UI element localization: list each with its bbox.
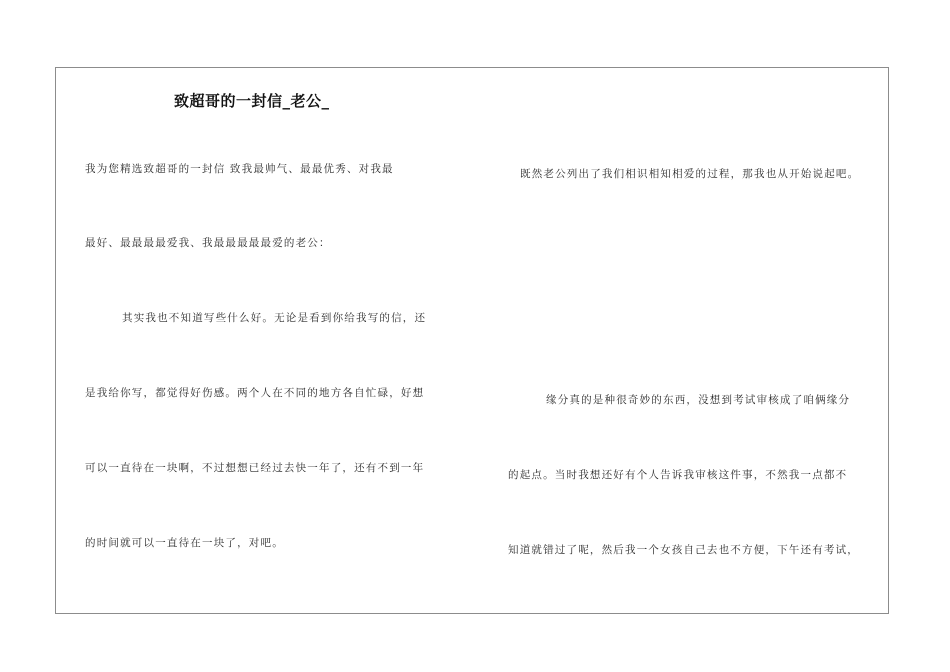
- paragraph-line: 其实我也不知道写些什么好。无论是看到你给我写的信，还: [122, 312, 427, 324]
- page-frame: [55, 67, 889, 614]
- paragraph-line: 的时间就可以一直待在一块了，对吧。: [85, 537, 284, 549]
- paragraph-line: 我为您精选致超哥的一封信 致我最帅气、最最优秀、对我最: [85, 163, 394, 175]
- paragraph-line: 的起点。当时我想还好有个人告诉我审核这件事，不然我一点都不: [508, 469, 848, 481]
- paragraph-line: 可以一直待在一块啊，不过想想已经过去快一年了，还有不到一年: [85, 462, 425, 474]
- document-title: 致超哥的一封信_老公_: [174, 92, 330, 110]
- paragraph-line: 是我给你写，都觉得好伤感。两个人在不同的地方各自忙碌，好想: [85, 387, 425, 399]
- paragraph-line: 既然老公列出了我们相识相知相爱的过程，那我也从开始说起吧。: [520, 168, 860, 180]
- paragraph-line: 最好、最最最最爱我、我最最最最最爱的老公：: [85, 237, 331, 249]
- paragraph-line: 知道就错过了呢，然后我一个女孩自己去也不方便，下午还有考试，: [508, 544, 859, 556]
- paragraph-line: 缘分真的是种很奇妙的东西，没想到考试审核成了咱俩缘分: [546, 394, 851, 406]
